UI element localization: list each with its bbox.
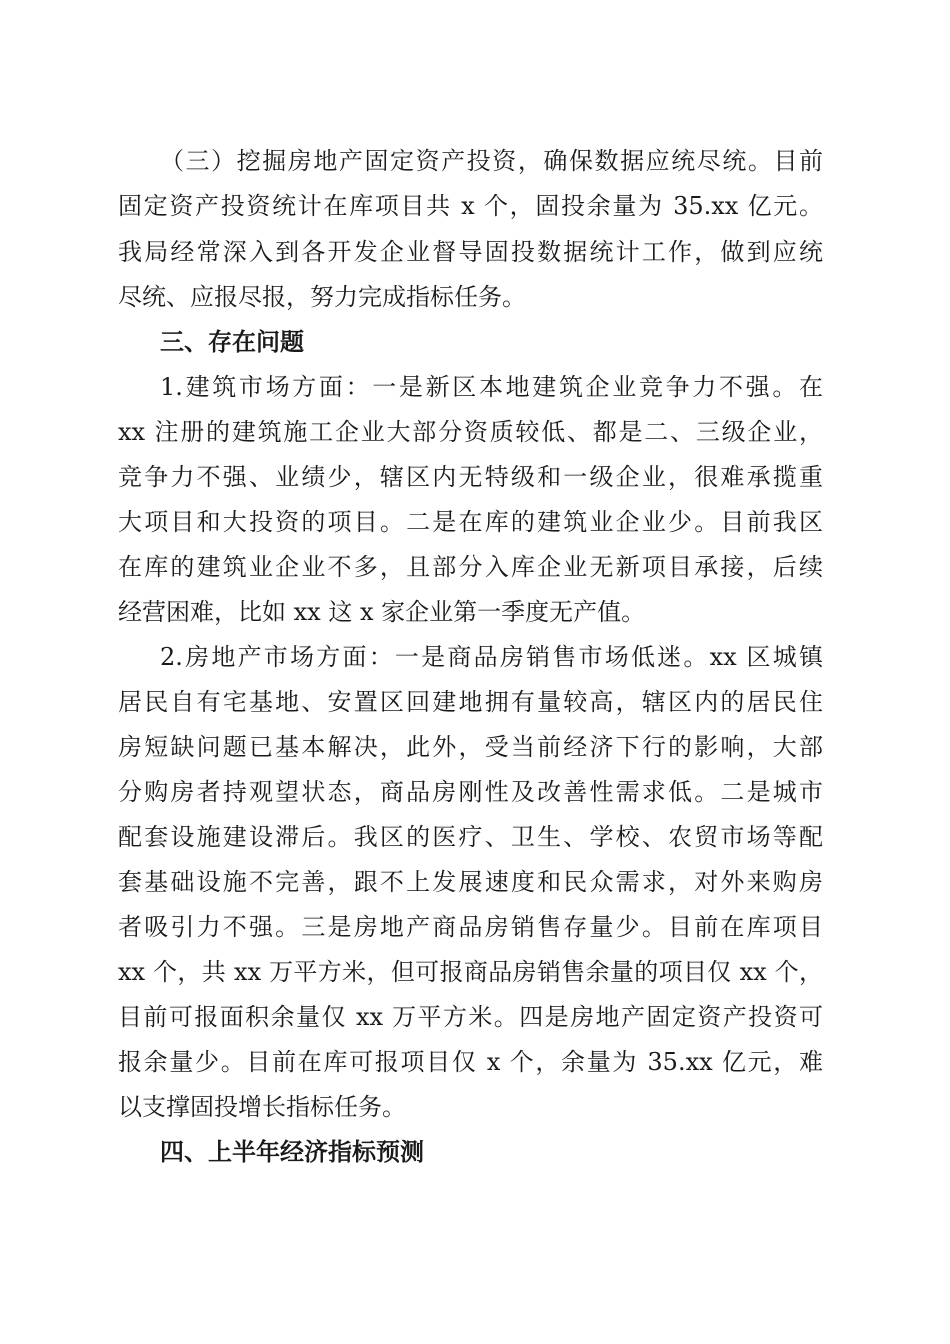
paragraph-line: 2.房地产市场方面：一是商品房销售市场低迷。xx 区城镇 bbox=[160, 643, 823, 671]
paragraph-line: xx 注册的建筑施工企业大部分资质较低、都是二、三级企业， bbox=[118, 418, 823, 446]
paragraph-line: 1.建筑市场方面：一是新区本地建筑企业竞争力不强。在 bbox=[160, 373, 823, 401]
paragraph-line: 固定资产投资统计在库项目共 x 个，固投余量为 35.xx 亿元。 bbox=[118, 192, 823, 220]
paragraph-line: 目前可报面积余量仅 xx 万平方米。四是房地产固定资产投资可 bbox=[118, 1003, 823, 1031]
paragraph-line: 在库的建筑业企业不多，且部分入库企业无新项目承接，后续 bbox=[118, 553, 823, 581]
paragraph-line: 分购房者持观望状态，商品房刚性及改善性需求低。二是城市 bbox=[118, 778, 823, 806]
paragraph-line: 房短缺问题已基本解决，此外，受当前经济下行的影响，大部 bbox=[118, 733, 823, 761]
paragraph-line: 经营困难，比如 xx 这 x 家企业第一季度无产值。 bbox=[118, 598, 646, 626]
section-heading: 四、上半年经济指标预测 bbox=[160, 1137, 424, 1166]
paragraph-line: 者吸引力不强。三是房地产商品房销售存量少。目前在库项目 bbox=[118, 913, 823, 941]
paragraph-line: 尽统、应报尽报，努力完成指标任务。 bbox=[118, 283, 526, 311]
section-heading: 三、存在问题 bbox=[160, 327, 304, 356]
paragraph-line: 报余量少。目前在库可报项目仅 x 个，余量为 35.xx 亿元，难 bbox=[118, 1048, 823, 1076]
paragraph-line: 竞争力不强、业绩少，辖区内无特级和一级企业，很难承揽重 bbox=[118, 463, 823, 491]
paragraph-line: 配套设施建设滞后。我区的医疗、卫生、学校、农贸市场等配 bbox=[118, 823, 823, 851]
paragraph-line: 套基础设施不完善，跟不上发展速度和民众需求，对外来购房 bbox=[118, 868, 823, 896]
paragraph-line: 我局经常深入到各开发企业督导固投数据统计工作，做到应统 bbox=[118, 238, 823, 266]
paragraph-line: 大项目和大投资的项目。二是在库的建筑业企业少。目前我区 bbox=[118, 508, 823, 536]
paragraph-line: xx 个，共 xx 万平方米，但可报商品房销售余量的项目仅 xx 个， bbox=[118, 958, 823, 986]
paragraph-line: （三）挖掘房地产固定资产投资，确保数据应统尽统。目前 bbox=[160, 147, 823, 175]
paragraph-line: 居民自有宅基地、安置区回建地拥有量较高，辖区内的居民住 bbox=[118, 688, 823, 716]
paragraph-line: 以支撑固投增长指标任务。 bbox=[118, 1093, 406, 1121]
